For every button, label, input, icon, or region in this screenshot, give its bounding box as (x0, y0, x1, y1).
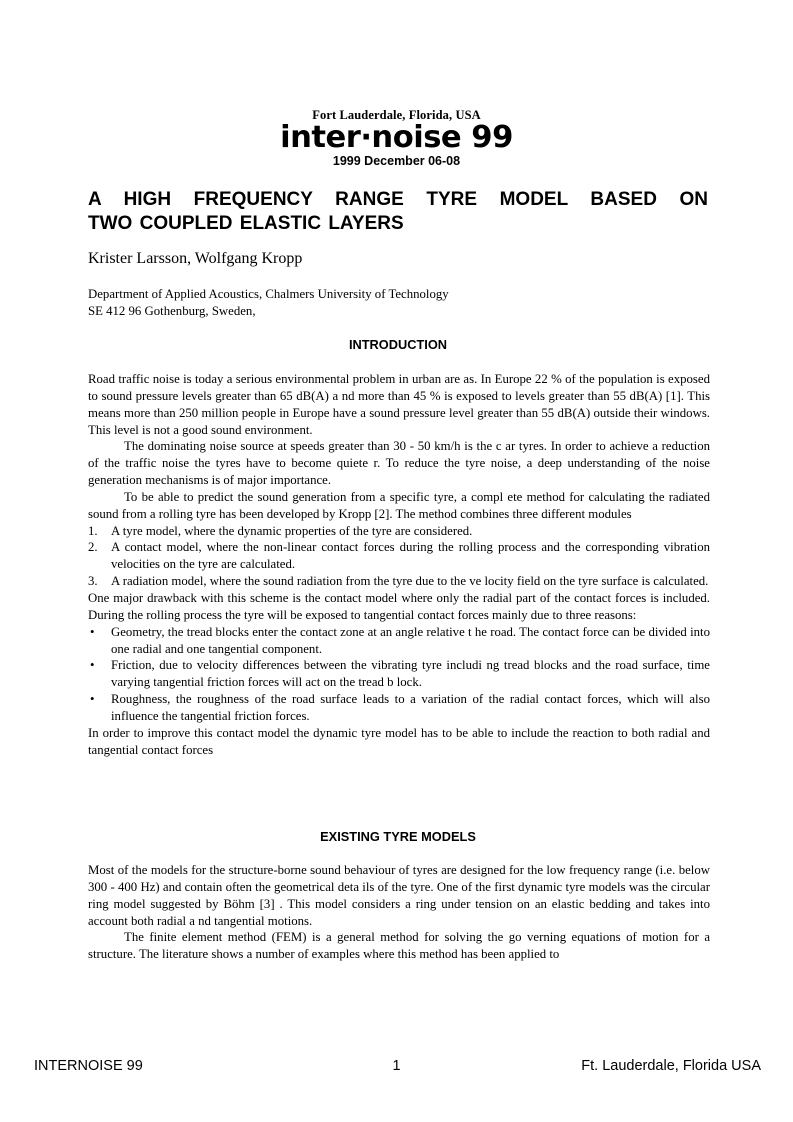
introduction-heading: INTRODUCTION (348, 337, 448, 352)
footer-conference: INTERNOISE 99 (34, 1058, 143, 1074)
paper-title-line-1: A HIGH FREQUENCY RANGE TYRE MODEL BASED ON (88, 189, 708, 210)
introduction-paragraph-5: In order to improve this contact model the dynamic tyre model has to be able to include the reaction to both radial and tangential contact forces (88, 725, 710, 757)
footer-location: Ft. Lauderdale, Florida USA (581, 1058, 761, 1074)
bullet-icon: • (90, 624, 95, 639)
list-item-text: Friction, due to velocity differences between the vibrating tyre includi ng tread blocks and the road surface, time varying tangential friction forces will act on the tread b lock. (111, 658, 710, 690)
existing-models-heading: EXISTING TYRE MODELS (320, 829, 476, 844)
list-item-text: Roughness, the roughness of the road surface leads to a variation of the radial contact forces, which will also influence the tangential friction forces. (111, 692, 710, 723)
list-item-text: Geometry, the tread blocks enter the contact zone at an angle relative t he road. The contact force can be divided into one radial and one tangential component. (111, 624, 710, 656)
module-list-item (88, 539, 710, 573)
affiliation-line-1: Department of Applied Acoustics, Chalmers University of Technology (88, 287, 449, 301)
existing-models-body (88, 862, 710, 963)
existing-models-paragraph-1: Most of the models for the structure-borne sound behaviour of tyres are designed for the low frequency range (i.e. below 300 - 400 Hz) and contain often the geometrical deta ils of the tyre. One of the first dynamic tyre models was the circular ring model suggested by Böhm [3] . This model considers a ring under tension on an elastic bedding and takes into account both radial a nd tangential motions. (88, 863, 710, 928)
list-item-text: A radiation model, where the sound radiation from the tyre due to the ve locity field on the tyre surface is calculated. (111, 574, 709, 589)
reason-list-item (88, 624, 710, 658)
list-item-text: A contact model, where the non-linear contact forces during the rolling process and the corresponding vibration velocities on the tyre are calculated. (111, 540, 710, 572)
conference-logo: inter·noise 99 (280, 120, 513, 155)
list-number: 1. (88, 523, 98, 538)
existing-models-paragraph-2: The finite element method (FEM) is a general method for solving the go verning equations of motion for a structure. The literature shows a number of examples where this method has been applied to (88, 930, 710, 962)
introduction-body (88, 371, 710, 758)
paper-affiliation (88, 286, 449, 319)
paper-title-line-2: TWO COUPLED ELASTIC LAYERS (88, 213, 404, 234)
introduction-paragraph-3: To be able to predict the sound generation from a specific tyre, a compl ete method for calculating the radiated sound from a rolling tyre has been developed by Kropp [2]. The method combines three different modules (88, 489, 710, 521)
page-number: 1 (392, 1058, 401, 1074)
conference-dates: 1999 December 06-08 (332, 154, 461, 168)
conference-location: Fort Lauderdale, Florida, USA (312, 108, 481, 122)
reason-list-item (88, 691, 710, 725)
module-list-item (88, 523, 710, 540)
bullet-icon: • (90, 692, 95, 707)
introduction-paragraph-4: One major drawback with this scheme is the contact model where only the radial part of the contact forces is included. During the rolling process the tyre will be exposed to tangential contact forces mainly due to three reasons: (88, 590, 710, 622)
module-list-item (88, 573, 710, 590)
reason-list-item (88, 657, 710, 691)
paper-authors: Krister Larsson, Wolfgang Kropp (88, 250, 303, 267)
paper-title (88, 188, 708, 236)
list-item-text: A tyre model, where the dynamic properties of the tyre are considered. (111, 523, 473, 538)
bullet-icon: • (90, 658, 95, 673)
conference-header (0, 108, 793, 169)
introduction-paragraph-2: The dominating noise source at speeds greater than 30 - 50 km/h is the c ar tyres. In order to achieve a reduction of the traffic noise the tyres have to become quiete r. To reduce the tyre noise, a deep understanding of the noise generation mechanisms is of major importance. (88, 439, 710, 488)
introduction-paragraph-1: Road traffic noise is today a serious environmental problem in urban are as. In Europe 22 % of the population is exposed to sound pressure levels greater than 65 dB(A) a nd more than 45 % is exposed to levels greater than 55 dB(A) [1]. This means more than 250 million people in Europe have a sound pressure level greater than 55 dB(A) outside their windows. This level is not a good sound environment. (88, 372, 710, 437)
list-number: 2. (88, 540, 98, 555)
affiliation-line-2: SE 412 96 Gothenburg, Sweden, (88, 303, 256, 318)
list-number: 3. (88, 574, 98, 589)
